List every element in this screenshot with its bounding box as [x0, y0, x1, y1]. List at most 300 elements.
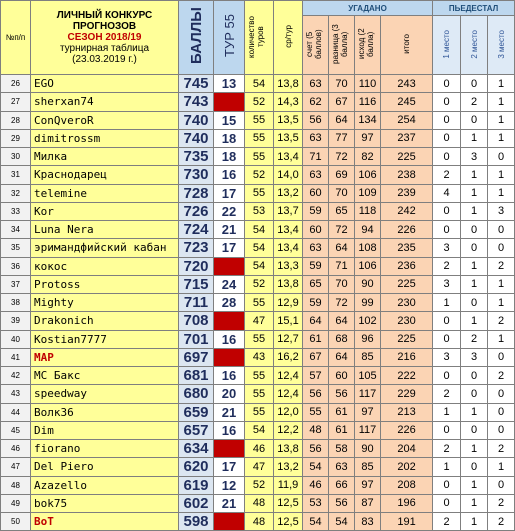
- tour-points: 15: [214, 111, 245, 129]
- tours-count: 55: [245, 330, 274, 348]
- place1-count: 0: [433, 202, 461, 220]
- tours-count: 52: [245, 93, 274, 111]
- col-diff-label: разница (3 балла): [330, 24, 349, 64]
- place2-count: 0: [461, 294, 488, 312]
- table-row: [1, 166, 515, 184]
- tours-count: 52: [245, 275, 274, 293]
- col-place3-header: [488, 16, 515, 75]
- place2-count: 1: [461, 275, 488, 293]
- place1-count: 3: [433, 239, 461, 257]
- group-guessed-header: УГАДАНО: [303, 1, 433, 16]
- points-value: 634: [179, 440, 214, 458]
- col-outcome-label: исход (2 балла): [356, 28, 375, 60]
- place2-count: 1: [461, 476, 488, 494]
- outcome-count: 82: [355, 148, 381, 166]
- table-row: [1, 202, 515, 220]
- col-score-label: счет (5 баллов): [304, 29, 323, 59]
- score-count: 61: [303, 330, 329, 348]
- score-count: 57: [303, 367, 329, 385]
- place2-count: 1: [461, 257, 488, 275]
- place3-count: 2: [488, 257, 515, 275]
- score-count: 59: [303, 257, 329, 275]
- place2-count: 0: [461, 421, 488, 439]
- points-value: 680: [179, 385, 214, 403]
- tour-points: 21: [214, 494, 245, 512]
- row-number: 43: [1, 385, 31, 403]
- tour-points: 17: [214, 458, 245, 476]
- outcome-count: 99: [355, 294, 381, 312]
- table-row: [1, 148, 515, 166]
- place2-count: 1: [461, 513, 488, 531]
- score-count: 56: [303, 385, 329, 403]
- points-value: 715: [179, 275, 214, 293]
- points-value: 598: [179, 513, 214, 531]
- avg-per-tour: 13,2: [274, 458, 303, 476]
- points-value: 743: [179, 93, 214, 111]
- player-name: Protoss: [31, 275, 179, 293]
- player-name: Luna Nera: [31, 221, 179, 239]
- row-number: 46: [1, 440, 31, 458]
- place2-count: 2: [461, 330, 488, 348]
- player-name: Милка: [31, 148, 179, 166]
- total-guessed: 239: [381, 184, 433, 202]
- tours-count: 53: [245, 202, 274, 220]
- place3-count: 1: [488, 166, 515, 184]
- total-guessed: 225: [381, 148, 433, 166]
- place3-count: 2: [488, 494, 515, 512]
- row-number: 50: [1, 513, 31, 531]
- row-number: 41: [1, 348, 31, 366]
- col-total-label: итого: [402, 34, 412, 54]
- player-name: кокос: [31, 257, 179, 275]
- player-name: Волк36: [31, 403, 179, 421]
- score-count: 63: [303, 166, 329, 184]
- avg-per-tour: 14,3: [274, 93, 303, 111]
- col-outcome-header: [355, 16, 381, 75]
- score-count: 54: [303, 458, 329, 476]
- tour-points: 21: [214, 221, 245, 239]
- outcome-count: 97: [355, 403, 381, 421]
- tour-points: [214, 257, 245, 275]
- row-number: 29: [1, 129, 31, 147]
- total-guessed: 230: [381, 312, 433, 330]
- total-guessed: 229: [381, 385, 433, 403]
- tour-points: 24: [214, 275, 245, 293]
- avg-per-tour: 11,9: [274, 476, 303, 494]
- avg-per-tour: 12,5: [274, 494, 303, 512]
- place1-count: 0: [433, 75, 461, 93]
- total-guessed: 226: [381, 221, 433, 239]
- score-count: 53: [303, 494, 329, 512]
- total-guessed: 237: [381, 129, 433, 147]
- avg-per-tour: 13,5: [274, 111, 303, 129]
- diff-count: 63: [329, 458, 355, 476]
- tours-count: 55: [245, 129, 274, 147]
- outcome-count: 117: [355, 385, 381, 403]
- score-count: 64: [303, 312, 329, 330]
- tours-count: 55: [245, 403, 274, 421]
- diff-count: 60: [329, 367, 355, 385]
- points-value: 740: [179, 129, 214, 147]
- place1-count: 0: [433, 129, 461, 147]
- table-row: [1, 294, 515, 312]
- col-place1-header: [433, 16, 461, 75]
- row-number: 26: [1, 75, 31, 93]
- col-place2-label: 2 место: [469, 29, 479, 59]
- tour-points: [214, 348, 245, 366]
- outcome-count: 105: [355, 367, 381, 385]
- outcome-count: 87: [355, 494, 381, 512]
- total-guessed: 238: [381, 166, 433, 184]
- place3-count: 1: [488, 111, 515, 129]
- total-guessed: 208: [381, 476, 433, 494]
- outcome-count: 110: [355, 75, 381, 93]
- row-number: 31: [1, 166, 31, 184]
- outcome-count: 118: [355, 202, 381, 220]
- tour-points: 12: [214, 476, 245, 494]
- table-date: (23.03.2019 г.): [72, 54, 137, 65]
- outcome-count: 85: [355, 348, 381, 366]
- total-guessed: 204: [381, 440, 433, 458]
- avg-per-tour: 13,8: [274, 275, 303, 293]
- place1-count: 0: [433, 221, 461, 239]
- place1-count: 0: [433, 93, 461, 111]
- place1-count: 0: [433, 111, 461, 129]
- outcome-count: 96: [355, 330, 381, 348]
- table-row: [1, 257, 515, 275]
- outcome-count: 97: [355, 129, 381, 147]
- total-guessed: 243: [381, 75, 433, 93]
- score-count: 63: [303, 239, 329, 257]
- tours-count: 54: [245, 257, 274, 275]
- points-value: 620: [179, 458, 214, 476]
- outcome-count: 102: [355, 312, 381, 330]
- player-name: Kor: [31, 202, 179, 220]
- place3-count: 0: [488, 239, 515, 257]
- total-guessed: 254: [381, 111, 433, 129]
- outcome-count: 97: [355, 476, 381, 494]
- tour-points: 16: [214, 166, 245, 184]
- place2-count: 0: [461, 458, 488, 476]
- table-row: [1, 513, 515, 531]
- place2-count: 1: [461, 440, 488, 458]
- col-avg-label: ср/тур: [283, 25, 293, 48]
- place1-count: 1: [433, 458, 461, 476]
- diff-count: 58: [329, 440, 355, 458]
- table-row: [1, 221, 515, 239]
- points-value: 724: [179, 221, 214, 239]
- avg-per-tour: 12,5: [274, 513, 303, 531]
- tour-points: 20: [214, 385, 245, 403]
- outcome-count: 108: [355, 239, 381, 257]
- outcome-count: 85: [355, 458, 381, 476]
- col-tours-count-label: количество туров: [247, 15, 265, 58]
- place2-count: 1: [461, 129, 488, 147]
- avg-per-tour: 12,0: [274, 403, 303, 421]
- points-value: 697: [179, 348, 214, 366]
- row-number: 34: [1, 221, 31, 239]
- player-name: dimitrossm: [31, 129, 179, 147]
- table-row: [1, 440, 515, 458]
- outcome-count: 106: [355, 166, 381, 184]
- score-count: 56: [303, 111, 329, 129]
- total-guessed: 230: [381, 294, 433, 312]
- row-number: 47: [1, 458, 31, 476]
- place1-count: 0: [433, 421, 461, 439]
- row-number: 32: [1, 184, 31, 202]
- table-subtitle: турнирная таблица: [59, 43, 150, 54]
- row-number: 35: [1, 239, 31, 257]
- tours-count: 55: [245, 385, 274, 403]
- tours-count: 54: [245, 421, 274, 439]
- tours-count: 54: [245, 75, 274, 93]
- player-name: bok75: [31, 494, 179, 512]
- tours-count: 47: [245, 312, 274, 330]
- row-number: 37: [1, 275, 31, 293]
- tour-points: 16: [214, 330, 245, 348]
- total-guessed: 225: [381, 275, 433, 293]
- outcome-count: 90: [355, 440, 381, 458]
- place2-count: 3: [461, 348, 488, 366]
- avg-per-tour: 13,8: [274, 75, 303, 93]
- place1-count: 3: [433, 348, 461, 366]
- score-count: 60: [303, 184, 329, 202]
- diff-count: 72: [329, 221, 355, 239]
- season-label: СЕЗОН 2018/19: [67, 32, 142, 43]
- points-value: 619: [179, 476, 214, 494]
- player-name: fiorano: [31, 440, 179, 458]
- place3-count: 1: [488, 458, 515, 476]
- place2-count: 1: [461, 184, 488, 202]
- player-name: MC Бакс: [31, 367, 179, 385]
- place2-count: 1: [461, 403, 488, 421]
- points-value: 728: [179, 184, 214, 202]
- row-number: 39: [1, 312, 31, 330]
- diff-count: 56: [329, 494, 355, 512]
- avg-per-tour: 14,0: [274, 166, 303, 184]
- outcome-count: 116: [355, 93, 381, 111]
- row-number: 49: [1, 494, 31, 512]
- total-guessed: 226: [381, 421, 433, 439]
- score-count: 59: [303, 202, 329, 220]
- tours-count: 54: [245, 221, 274, 239]
- place1-count: 3: [433, 275, 461, 293]
- table-row: [1, 330, 515, 348]
- place2-count: 0: [461, 75, 488, 93]
- tour-points: [214, 513, 245, 531]
- place2-count: 1: [461, 202, 488, 220]
- col-tour-header: [214, 1, 245, 75]
- table-row: [1, 458, 515, 476]
- place3-count: 0: [488, 403, 515, 421]
- table-row: [1, 494, 515, 512]
- player-name: ConQveroR: [31, 111, 179, 129]
- tour-points: 17: [214, 239, 245, 257]
- tour-points: [214, 312, 245, 330]
- player-name: Краснодарец: [31, 166, 179, 184]
- avg-per-tour: 12,7: [274, 330, 303, 348]
- total-guessed: 225: [381, 330, 433, 348]
- avg-per-tour: 13,2: [274, 184, 303, 202]
- avg-per-tour: 13,5: [274, 129, 303, 147]
- place3-count: 1: [488, 184, 515, 202]
- avg-per-tour: 13,3: [274, 257, 303, 275]
- place2-count: 1: [461, 166, 488, 184]
- score-count: 67: [303, 348, 329, 366]
- place1-count: 0: [433, 494, 461, 512]
- player-name: Del Piero: [31, 458, 179, 476]
- title-line-1: ЛИЧНЫЙ КОНКУРС: [56, 10, 153, 21]
- diff-count: 61: [329, 403, 355, 421]
- row-number: 28: [1, 111, 31, 129]
- player-name: sherxan74: [31, 93, 179, 111]
- place3-count: 0: [488, 221, 515, 239]
- place3-count: 2: [488, 367, 515, 385]
- total-guessed: 213: [381, 403, 433, 421]
- diff-count: 70: [329, 75, 355, 93]
- place2-count: 1: [461, 494, 488, 512]
- outcome-count: 106: [355, 257, 381, 275]
- avg-per-tour: 12,9: [274, 294, 303, 312]
- avg-per-tour: 15,1: [274, 312, 303, 330]
- row-number: 44: [1, 403, 31, 421]
- score-count: 71: [303, 148, 329, 166]
- col-points-header: [179, 1, 214, 75]
- tour-points: 16: [214, 367, 245, 385]
- place3-count: 2: [488, 440, 515, 458]
- player-name: speedway: [31, 385, 179, 403]
- avg-per-tour: 13,8: [274, 440, 303, 458]
- total-guessed: 202: [381, 458, 433, 476]
- score-count: 54: [303, 513, 329, 531]
- diff-count: 66: [329, 476, 355, 494]
- col-place1-label: 1 место: [442, 29, 452, 59]
- row-number: 33: [1, 202, 31, 220]
- place1-count: 0: [433, 312, 461, 330]
- tour-points: 13: [214, 75, 245, 93]
- row-number: 45: [1, 421, 31, 439]
- table-row: [1, 93, 515, 111]
- col-num-label: №п/п: [5, 33, 26, 42]
- player-name: EGO: [31, 75, 179, 93]
- table-row: [1, 184, 515, 202]
- score-count: 59: [303, 294, 329, 312]
- avg-per-tour: 13,4: [274, 148, 303, 166]
- row-number: 38: [1, 294, 31, 312]
- diff-count: 54: [329, 513, 355, 531]
- total-guessed: 222: [381, 367, 433, 385]
- title-line-2: ПРОГНОЗОВ: [72, 21, 137, 32]
- diff-count: 67: [329, 93, 355, 111]
- place3-count: 1: [488, 330, 515, 348]
- table-row: [1, 367, 515, 385]
- place1-count: 0: [433, 367, 461, 385]
- table-row: [1, 275, 515, 293]
- score-count: 62: [303, 93, 329, 111]
- total-guessed: 191: [381, 513, 433, 531]
- tours-count: 55: [245, 111, 274, 129]
- points-value: 657: [179, 421, 214, 439]
- table-row: [1, 75, 515, 93]
- tours-count: 55: [245, 148, 274, 166]
- col-place2-header: [461, 16, 488, 75]
- place2-count: 3: [461, 148, 488, 166]
- place1-count: 0: [433, 476, 461, 494]
- tours-count: 46: [245, 440, 274, 458]
- row-number: 30: [1, 148, 31, 166]
- place1-count: 0: [433, 330, 461, 348]
- score-count: 55: [303, 403, 329, 421]
- score-count: 46: [303, 476, 329, 494]
- player-name: telemine: [31, 184, 179, 202]
- tour-points: [214, 440, 245, 458]
- player-name: Kostian7777: [31, 330, 179, 348]
- place3-count: 0: [488, 476, 515, 494]
- place2-count: 0: [461, 239, 488, 257]
- tour-points: 18: [214, 129, 245, 147]
- diff-count: 69: [329, 166, 355, 184]
- tours-count: 55: [245, 184, 274, 202]
- tours-count: 47: [245, 458, 274, 476]
- total-guessed: 216: [381, 348, 433, 366]
- player-name: Drakonich: [31, 312, 179, 330]
- diff-count: 70: [329, 275, 355, 293]
- tour-points: [214, 93, 245, 111]
- col-num-header: [1, 1, 31, 75]
- points-value: 735: [179, 148, 214, 166]
- points-value: 726: [179, 202, 214, 220]
- tours-count: 52: [245, 476, 274, 494]
- place3-count: 0: [488, 348, 515, 366]
- score-count: 63: [303, 75, 329, 93]
- tours-count: 54: [245, 239, 274, 257]
- diff-count: 61: [329, 421, 355, 439]
- col-points-label: БАЛЛЫ: [187, 6, 205, 64]
- diff-count: 65: [329, 202, 355, 220]
- points-value: 659: [179, 403, 214, 421]
- place2-count: 0: [461, 111, 488, 129]
- score-count: 65: [303, 275, 329, 293]
- row-number: 36: [1, 257, 31, 275]
- row-number: 42: [1, 367, 31, 385]
- place3-count: 0: [488, 385, 515, 403]
- col-diff-header: [329, 16, 355, 75]
- diff-count: 71: [329, 257, 355, 275]
- diff-count: 64: [329, 111, 355, 129]
- score-count: 56: [303, 440, 329, 458]
- tours-count: 48: [245, 494, 274, 512]
- place1-count: 1: [433, 294, 461, 312]
- avg-per-tour: 13,4: [274, 239, 303, 257]
- place1-count: 2: [433, 257, 461, 275]
- points-value: 740: [179, 111, 214, 129]
- player-name: Azazello: [31, 476, 179, 494]
- points-value: 681: [179, 367, 214, 385]
- points-value: 745: [179, 75, 214, 93]
- col-total-header: [381, 16, 433, 75]
- tours-count: 43: [245, 348, 274, 366]
- score-count: 48: [303, 421, 329, 439]
- diff-count: 72: [329, 148, 355, 166]
- place3-count: 1: [488, 129, 515, 147]
- tour-points: 28: [214, 294, 245, 312]
- points-value: 708: [179, 312, 214, 330]
- total-guessed: 196: [381, 494, 433, 512]
- outcome-count: 134: [355, 111, 381, 129]
- contest-title-block: [31, 1, 179, 75]
- tours-count: 48: [245, 513, 274, 531]
- place2-count: 0: [461, 385, 488, 403]
